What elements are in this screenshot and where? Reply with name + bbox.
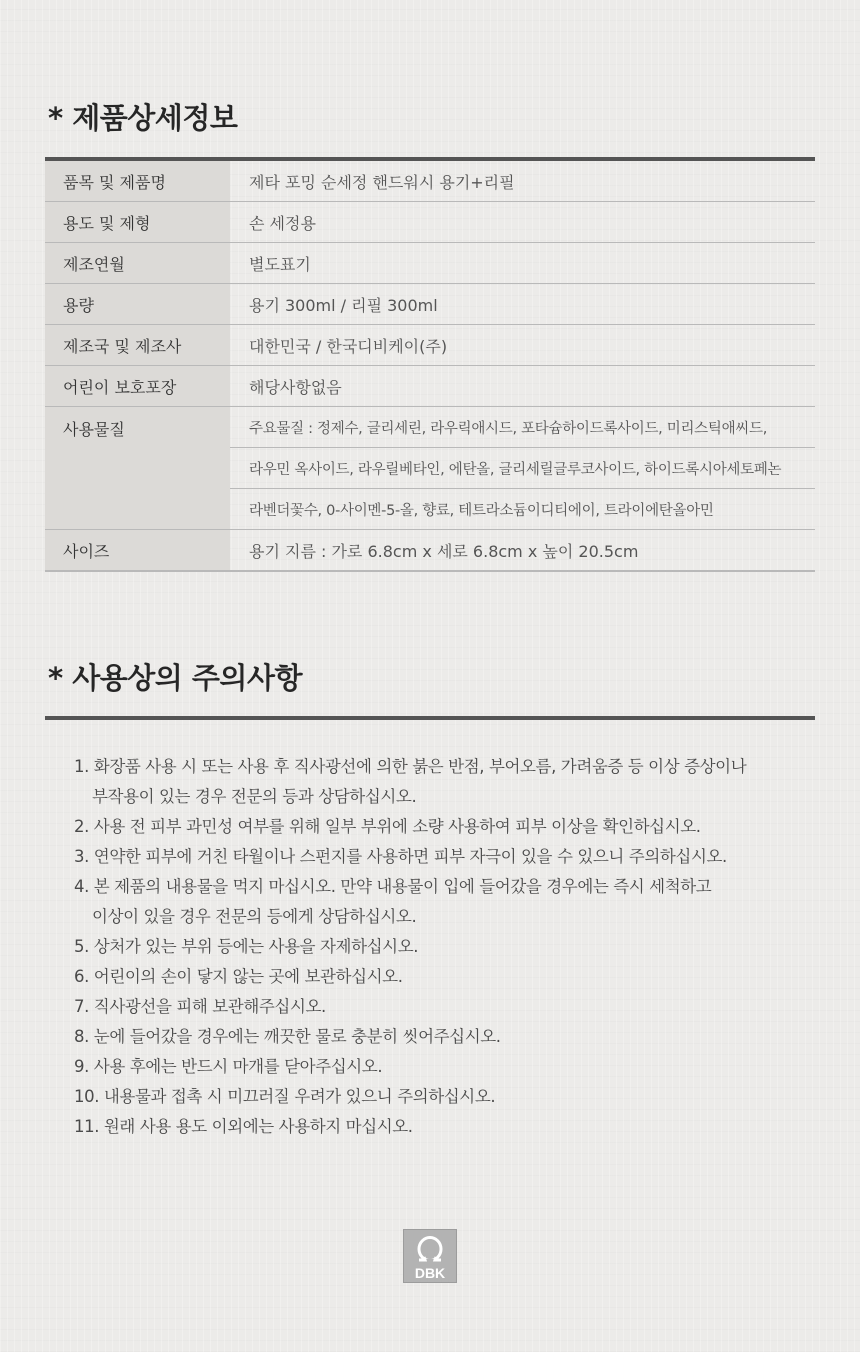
spec-label: 어린이 보호포장 bbox=[45, 366, 230, 407]
spec-value: 용기 300ml / 리필 300ml bbox=[230, 284, 815, 325]
caution-item: 부작용이 있는 경우 전문의 등과 상담하십시오. bbox=[92, 787, 417, 806]
caution-item: 10. 내용물과 접촉 시 미끄러질 우려가 있으니 주의하십시오. bbox=[74, 1087, 496, 1106]
spec-label: 사이즈 bbox=[45, 530, 230, 572]
spec-value: 별도표기 bbox=[230, 243, 815, 284]
spec-label: 제조연월 bbox=[45, 243, 230, 284]
caution-item: 9. 사용 후에는 반드시 마개를 닫아주십시오. bbox=[74, 1057, 383, 1076]
spec-row bbox=[45, 243, 815, 284]
spec-value: 용기 지름 : 가로 6.8cm x 세로 6.8cm x 높이 20.5cm bbox=[230, 530, 815, 572]
spec-value: 제타 포밍 순세정 핸드워시 용기+리필 bbox=[230, 161, 815, 202]
caution-item: 3. 연약한 피부에 거친 타월이나 스펀지를 사용하면 피부 자극이 있을 수 있으니 주의하십시오. bbox=[74, 847, 727, 866]
caution-item: 11. 원래 사용 용도 이외에는 사용하지 마십시오. bbox=[74, 1117, 413, 1136]
caution-title: * 사용상의 주의사항 bbox=[48, 661, 302, 695]
caution-item: 7. 직사광선을 피해 보관해주십시오. bbox=[74, 997, 326, 1016]
caution-item: 이상이 있을 경우 전문의 등에게 상담하십시오. bbox=[92, 907, 417, 926]
spec-label: 품목 및 제품명 bbox=[45, 161, 230, 202]
caution-item: 6. 어린이의 손이 닿지 않는 곳에 보관하십시오. bbox=[74, 967, 403, 986]
caution-item: 2. 사용 전 피부 과민성 여부를 위해 일부 부위에 소량 사용하여 피부 이상을 확인하십시오. bbox=[74, 817, 701, 836]
spec-label: 제조국 및 제조사 bbox=[45, 325, 230, 366]
spec-row bbox=[45, 407, 815, 448]
caution-item: 5. 상처가 있는 부위 등에는 사용을 자제하십시오. bbox=[74, 937, 419, 956]
spec-label: 용량 bbox=[45, 284, 230, 325]
spec-row bbox=[45, 161, 815, 202]
spec-value: 라벤더꽃수, 0-사이멘-5-올, 향료, 테트라소듐이디티에이, 트라이에탄올아민 bbox=[230, 489, 815, 530]
spec-value: 라우민 옥사이드, 라우릴베타인, 에탄올, 글리세릴글루코사이드, 하이드록시아세토페논 bbox=[230, 448, 815, 489]
product-info-title: * 제품상세정보 bbox=[48, 101, 238, 135]
spec-value: 손 세정용 bbox=[230, 202, 815, 243]
spec-value: 해당사항없음 bbox=[230, 366, 815, 407]
caution-item: 4. 본 제품의 내용물을 먹지 마십시오. 만약 내용물이 입에 들어갔을 경우에는 즉시 세척하고 bbox=[74, 877, 712, 896]
logo-text: DBK bbox=[414, 1265, 446, 1281]
spec-value: 대한민국 / 한국디비케이(주) bbox=[230, 325, 815, 366]
caution-list bbox=[74, 752, 794, 1142]
spec-row bbox=[45, 202, 815, 243]
spec-row bbox=[45, 284, 815, 325]
spec-label: 용도 및 제형 bbox=[45, 202, 230, 243]
product-info-table bbox=[45, 161, 815, 572]
caution-item: 8. 눈에 들어갔을 경우에는 깨끗한 물로 충분히 씻어주십시오. bbox=[74, 1027, 501, 1046]
spec-row bbox=[45, 325, 815, 366]
spec-label: 사용물질 bbox=[45, 407, 230, 530]
spec-value: 주요물질 : 정제수, 글리세린, 라우릭애시드, 포타슘하이드록사이드, 미리스틱애씨드, bbox=[230, 407, 815, 448]
dbk-logo bbox=[403, 1229, 457, 1283]
caution-item: 1. 화장품 사용 시 또는 사용 후 직사광선에 의한 붉은 반점, 부어오름, 가려움증 등 이상 증상이나 bbox=[74, 757, 747, 776]
section-divider bbox=[45, 716, 815, 720]
spec-row bbox=[45, 530, 815, 572]
spec-row bbox=[45, 366, 815, 407]
